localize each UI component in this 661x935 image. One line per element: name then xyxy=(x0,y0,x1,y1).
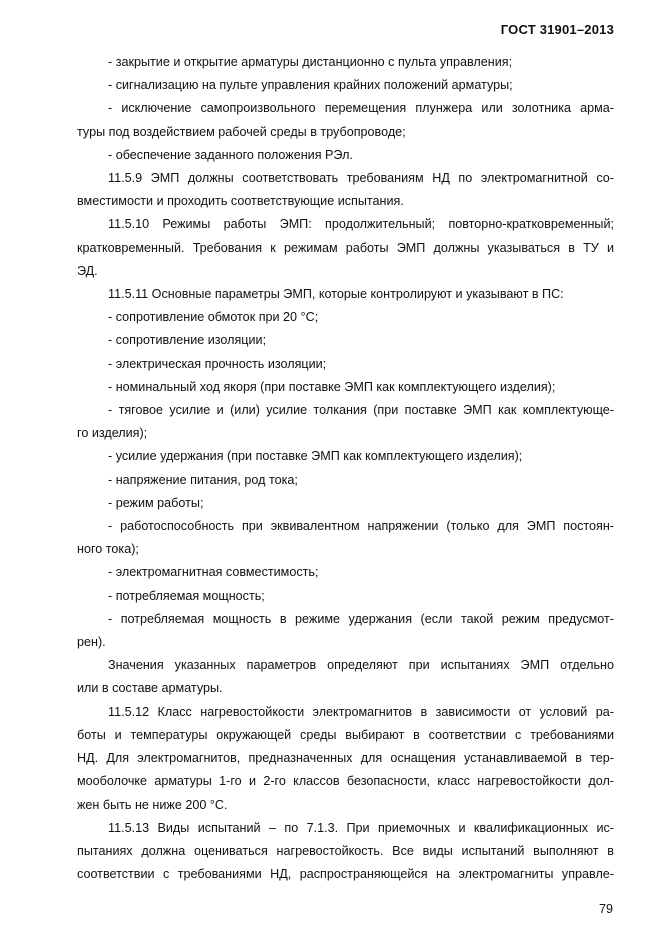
text-line: - закрытие и открытие арматуры дистанционно с пульта управления; xyxy=(108,55,513,69)
standard-header: ГОСТ 31901–2013 xyxy=(500,22,614,37)
text-line: ЭД. xyxy=(77,263,98,278)
list-item-plunger xyxy=(77,97,614,143)
clause-11-5-11 xyxy=(77,283,614,306)
text-line: 11.5.9 ЭМП должны соответствовать требованиям НД по электромагнитной со- xyxy=(108,171,614,186)
document-body xyxy=(77,51,614,886)
text-line: - электрическая прочность изоляции; xyxy=(108,356,327,371)
clause-11-5-10 xyxy=(77,213,614,283)
list-item-pull-force xyxy=(77,399,614,445)
text-line: жен быть не ниже 200 °С. xyxy=(77,797,228,812)
clause-11-5-13 xyxy=(77,817,614,887)
text-line: - номинальный ход якоря (при поставке ЭМП как комплектующего изделия); xyxy=(108,379,556,394)
list-item-winding-resistance xyxy=(77,306,614,329)
text-line: Значения указанных параметров определяют при испытаниях ЭМП отдельно xyxy=(108,658,614,673)
text-line: - усилие удержания (при поставке ЭМП как комплектующего изделия); xyxy=(108,449,523,464)
list-item-armature-stroke xyxy=(77,376,614,399)
text-line: 11.5.10 Режимы работы ЭМП: продолжительный; повторно-кратковременный; xyxy=(108,217,614,232)
list-item-position xyxy=(77,144,614,167)
list-item-emc xyxy=(77,561,614,584)
text-line: - тяговое усилие и (или) усилие толкания (при поставке ЭМП как комплектующе- xyxy=(108,403,614,418)
text-line: - напряжение питания, род тока; xyxy=(108,472,298,487)
list-item-power xyxy=(77,585,614,608)
list-item-dielectric-strength xyxy=(77,353,614,376)
text-line: - сигнализацию на пульте управления крайних положений арматуры; xyxy=(108,78,513,93)
list-item-insulation-resistance xyxy=(77,329,614,352)
list-item-supply-voltage xyxy=(77,469,614,492)
text-line: НД. Для электромагнитов, предназначенных для оснащения устанавливаемой в тер- xyxy=(77,751,614,766)
text-line: го изделия); xyxy=(77,426,148,441)
text-line: - обеспечение заданного положения РЭл. xyxy=(108,147,353,162)
text-line: 11.5.11 Основные параметры ЭМП, которые контролируют и указывают в ПС: xyxy=(108,287,564,302)
list-item-signalling xyxy=(77,74,614,97)
text-line: - потребляемая мощность; xyxy=(108,588,265,603)
text-line: - работоспособность при эквивалентном напряжении (только для ЭМП постоян- xyxy=(108,519,614,534)
text-line: или в составе арматуры. xyxy=(77,681,223,696)
text-line: 11.5.13 Виды испытаний – по 7.1.3. При приемочных и квалификационных ис- xyxy=(108,820,614,835)
list-item-holding-force xyxy=(77,445,614,468)
text-line: кратковременный. Требования к режимам работы ЭМП должны указываться в ТУ и xyxy=(77,240,614,255)
text-line: - исключение самопроизвольного перемещения плунжера или золотника арма- xyxy=(108,101,614,116)
text-line: рен). xyxy=(77,635,106,650)
text-line: вместимости и проходить соответствующие испытания. xyxy=(77,194,404,209)
list-item-operating-mode xyxy=(77,492,614,515)
text-line: боты и температуры окружающей среды выбирают в соответствии с требованиями xyxy=(77,727,614,742)
parameters-note xyxy=(77,654,614,700)
list-item-equivalent-voltage xyxy=(77,515,614,561)
text-line: - электромагнитная совместимость; xyxy=(108,565,319,580)
page-number: 79 xyxy=(598,902,613,916)
text-line: - сопротивление изоляции; xyxy=(108,333,267,348)
text-line: соответствии с требованиями НД, распространяющейся на электромагниты управле- xyxy=(77,867,614,882)
text-line: - сопротивление обмоток при 20 °С; xyxy=(108,310,319,325)
clause-11-5-9 xyxy=(77,167,614,213)
clause-11-5-12 xyxy=(77,701,614,817)
text-line: туры под воздействием рабочей среды в трубопроводе; xyxy=(77,124,406,139)
text-line: - потребляемая мощность в режиме удержания (если такой режим предусмот- xyxy=(108,611,614,626)
text-line: 11.5.12 Класс нагревостойкости электромагнитов в зависимости от условий ра- xyxy=(108,704,614,719)
text-line: пытаниях должна оцениваться нагревостойкость. Все виды испытаний выполняют в xyxy=(77,843,614,858)
list-item-holding-power xyxy=(77,608,614,654)
text-line: - режим работы; xyxy=(108,495,204,510)
text-line: ного тока); xyxy=(77,542,139,557)
text-line: мооболочке арматуры 1-го и 2-го классов безопасности, класс нагревостойкости дол- xyxy=(77,774,614,789)
list-item-remote-control xyxy=(77,51,614,74)
